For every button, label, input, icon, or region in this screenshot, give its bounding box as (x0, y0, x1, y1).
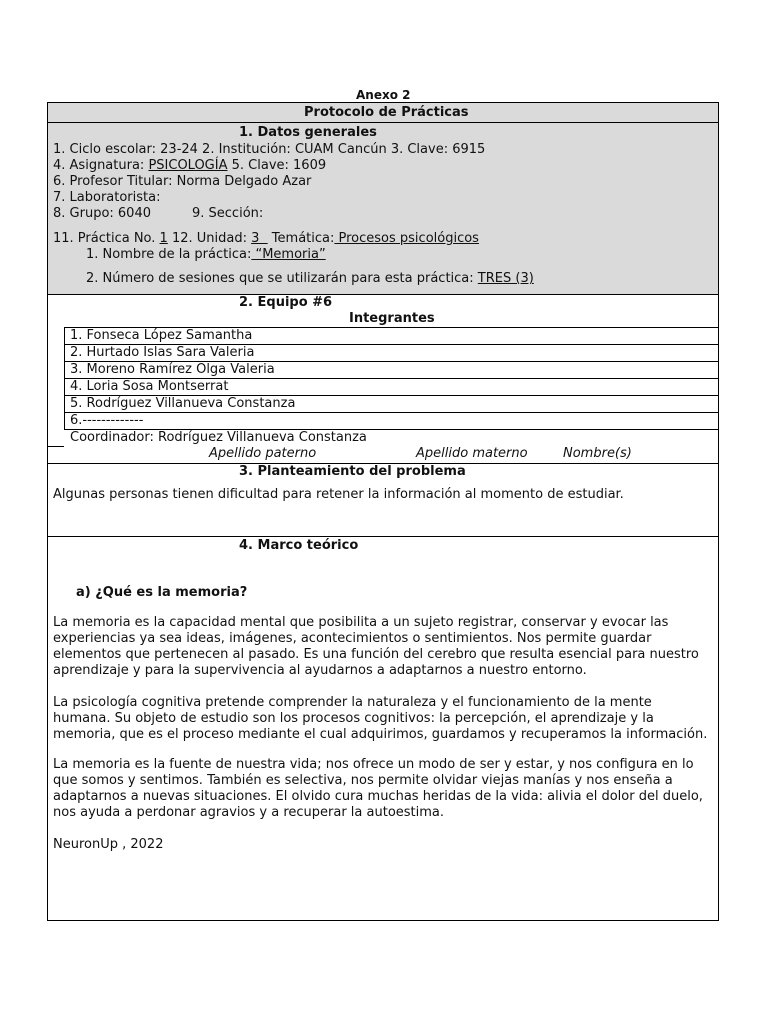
sesiones-line (86, 271, 534, 286)
citation: NeuronUp , 2022 (53, 837, 164, 852)
coordinator: Coordinador: Rodríguez Villanueva Constanza (70, 430, 367, 445)
section1-heading: 1. Datos generales (239, 125, 377, 140)
section4-heading: 4. Marco teórico (239, 538, 359, 553)
marco-paragraph: La memoria es la capacidad mental que posibilita a un sujeto registrar, conservar y evocar las experiencias ya sea ideas, imágenes, acontecimientos o sentimientos. Nos permite guardar elementos que pertenecen al pasado. Es una función del cerebro que resulta esencial para nuestro aprendizaje y para la supervivencia al ayudarnos a adaptarnos a nuestro entorno. (53, 615, 699, 678)
tematica-label: Temática: (267, 231, 335, 246)
section4-subheading: a) ¿Qué es la memoria? (76, 585, 248, 600)
protocol-title: Protocolo de Prácticas (304, 105, 469, 120)
coordinator-tick (47, 446, 64, 447)
member-item: 2. Hurtado Islas Sara Valeria (70, 345, 255, 360)
sesiones-value: TRES (3) (477, 271, 534, 286)
marco-paragraph: La psicología cognitiva pretende comprender la naturaleza y el funcionamiento de la mente humana. Su objeto de estudio son los procesos cognitivos: la percepción, el aprendizaje y la memoria, que es el proceso mediante el cual adquirimos, guardamos y recuperamos la información. (53, 695, 708, 742)
profesor-line: 6. Profesor Titular: Norma Delgado Azar (53, 174, 312, 189)
member-item: 3. Moreno Ramírez Olga Valeria (70, 362, 275, 377)
member-item: 6.------------- (70, 413, 144, 428)
nombre-practica-line (86, 247, 326, 262)
member-row-divider (64, 412, 719, 413)
planteamiento-text: Algunas personas tienen dificultad para retener la información al momento de estudiar. (53, 487, 624, 502)
nombre-practica-value: “Memoria” (251, 247, 326, 262)
asignatura-label: 4. Asignatura: (53, 158, 149, 173)
nombre-practica-label: 1. Nombre de la práctica: (86, 247, 252, 262)
annex-title: Anexo 2 (356, 88, 411, 102)
unidad-value: 3 (251, 231, 268, 246)
clave-2: 5. Clave: 1609 (227, 158, 327, 173)
practica-value: 1 (159, 231, 168, 246)
label-apellido-materno: Apellido materno (416, 446, 528, 461)
unidad-label: 12. Unidad: (167, 231, 252, 246)
section2-left-border (47, 295, 48, 463)
asignatura-value: PSICOLOGÍA (148, 158, 228, 173)
tematica-value: Procesos psicológicos (334, 231, 479, 246)
laboratorista-line: 7. Laboratorista: (53, 190, 161, 205)
sesiones-label: 2. Número de sesiones que se utilizarán para esta práctica: (86, 271, 478, 286)
practica-label: 11. Práctica No. (53, 231, 160, 246)
section2-right-border (718, 295, 719, 327)
member-item: 4. Loria Sosa Montserrat (70, 379, 229, 394)
label-nombres: Nombre(s) (563, 446, 632, 461)
label-apellido-paterno: Apellido paterno (209, 446, 317, 461)
section2-heading: 2. Equipo #6 (239, 295, 333, 310)
ciclo-line: 1. Ciclo escolar: 23-24 2. Institución: CUAM Cancún 3. Clave: 6915 (53, 142, 486, 157)
seccion-line: 9. Sección: (192, 206, 264, 221)
practica-line (53, 231, 479, 246)
member-item: 1. Fonseca López Samantha (70, 328, 253, 343)
asignatura-line (53, 158, 326, 173)
integrantes-heading: Integrantes (349, 311, 435, 326)
marco-paragraph: La memoria es la fuente de nuestra vida; nos ofrece un modo de ser y estar, y nos configura en lo que somos y sentimos. También es selectiva, nos permite olvidar viejas manías y nos enseña a adaptarnos a nuevas situaciones. El olvido cura muchas heridas de la vida: alivia el dolor del duelo, nos ayuda a perdonar agravios y a recuperar la autoestima. (53, 757, 703, 820)
section3-heading: 3. Planteamiento del problema (239, 464, 466, 479)
grupo-line: 8. Grupo: 6040 (53, 206, 151, 221)
member-item: 5. Rodríguez Villanueva Constanza (70, 396, 296, 411)
